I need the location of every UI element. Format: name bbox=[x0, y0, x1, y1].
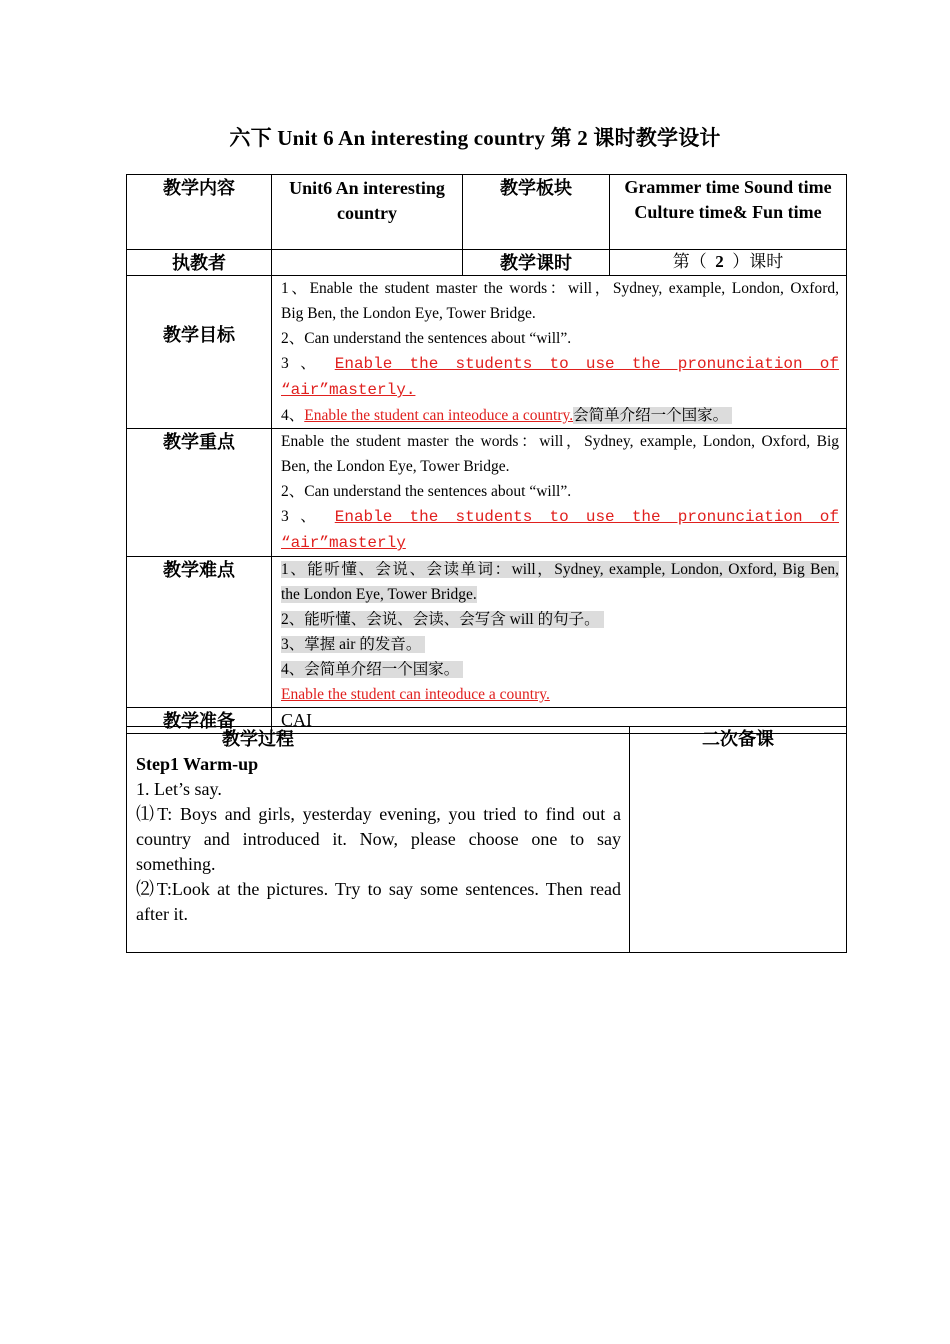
objective-4-number: 4、 bbox=[281, 407, 305, 424]
teacher-value bbox=[272, 250, 463, 276]
step-1-paragraph-1: ⑴T: Boys and girls, yesterday evening, you tried to find out a country and introduced it. Now, please choose one to say something. bbox=[136, 804, 621, 874]
content-label: 教学内容 bbox=[127, 175, 272, 250]
objectives-content bbox=[272, 276, 847, 429]
difficulties-label: 教学难点 bbox=[127, 557, 272, 708]
second-prep-header: 二次备课 bbox=[630, 727, 847, 953]
difficulty-2-highlight: 2、能听懂、会说、会读、会写含 will 的句子。 bbox=[281, 611, 600, 628]
key-point-3-number: 3 、 bbox=[281, 508, 324, 525]
objective-3-line-b bbox=[281, 377, 839, 403]
preparation-value: CAI bbox=[272, 708, 847, 734]
objective-1-line-b: Big Ben, the London Eye, Tower Bridge. bbox=[281, 305, 536, 322]
objectives-label: 教学目标 bbox=[127, 276, 272, 429]
difficulty-1-highlight-b: the London Eye, Tower Bridge. bbox=[281, 586, 477, 603]
key-point-3-line-b bbox=[281, 530, 839, 556]
module-value: Grammer time Sound time Culture time& Fun time bbox=[610, 175, 847, 250]
lesson-info-table bbox=[126, 174, 847, 734]
process-row bbox=[127, 727, 847, 953]
difficulty-3 bbox=[281, 632, 839, 657]
document-title: 六下 Unit 6 An interesting country 第 2 课时教学设计 bbox=[229, 126, 721, 150]
process-header: 教学过程 bbox=[222, 729, 294, 749]
period-suffix: ）课时 bbox=[732, 252, 784, 271]
objective-3-red-text: Enable the students to use the pronunciation of bbox=[334, 355, 839, 373]
key-point-1-line-a: Enable the student master the words：will，Sydney, example, London, Oxford, Big bbox=[281, 433, 839, 450]
step-1-paragraph-2: ⑵T:Look at the pictures. Try to say some sentences. Then read after it. bbox=[136, 879, 621, 924]
difficulty-1-line-b bbox=[281, 582, 839, 607]
difficulty-1-line-a bbox=[281, 557, 839, 582]
difficulties-content bbox=[272, 557, 847, 708]
process-table bbox=[126, 726, 847, 953]
key-points-content bbox=[272, 429, 847, 557]
period-value bbox=[610, 250, 847, 276]
key-point-3-red-text-cont: “air”masterly bbox=[281, 534, 406, 552]
objective-3-red-text-cont: “air”masterly. bbox=[281, 381, 416, 399]
difficulty-4 bbox=[281, 657, 839, 682]
module-label: 教学板块 bbox=[463, 175, 610, 250]
difficulty-5 bbox=[281, 682, 839, 707]
objective-4-highlight: 会简单介绍一个国家。 bbox=[573, 407, 729, 424]
process-content bbox=[127, 727, 630, 953]
objective-3-line-a bbox=[281, 351, 839, 377]
key-points-row bbox=[127, 429, 847, 557]
key-point-1-line-b: Ben, the London Eye, Tower Bridge. bbox=[281, 458, 510, 475]
difficulty-1-highlight-a: 1、能听懂、会说、会读单词：will，Sydney, example, London, Oxford, Big Ben, bbox=[281, 561, 839, 578]
period-prefix: 第（ bbox=[672, 252, 707, 271]
objective-4 bbox=[281, 403, 839, 428]
key-points-label: 教学重点 bbox=[127, 429, 272, 557]
difficulty-4-highlight: 4、会简单介绍一个国家。 bbox=[281, 661, 460, 678]
difficulty-2 bbox=[281, 607, 839, 632]
difficulty-3-highlight: 3、掌握 air 的发音。 bbox=[281, 636, 422, 653]
difficulties-row bbox=[127, 557, 847, 708]
objective-3-number: 3 、 bbox=[281, 355, 324, 372]
content-row bbox=[127, 175, 847, 250]
teacher-label: 执教者 bbox=[127, 250, 272, 276]
content-value: Unit6 An interesting country bbox=[272, 175, 463, 250]
objectives-row bbox=[127, 276, 847, 429]
step-1-heading: Step1 Warm-up bbox=[136, 754, 259, 774]
key-point-3-line-a bbox=[281, 504, 839, 530]
objective-4-red-text: Enable the student can inteoduce a country. bbox=[304, 407, 574, 424]
key-point-3-red-text: Enable the students to use the pronunciation of bbox=[334, 508, 839, 526]
key-point-2: 2、Can understand the sentences about “will”. bbox=[281, 483, 572, 500]
step-1-item: 1. Let’s say. bbox=[136, 779, 222, 799]
difficulty-5-red-text: Enable the student can inteoduce a country. bbox=[281, 686, 550, 703]
period-number: 2 bbox=[715, 252, 724, 271]
teacher-row bbox=[127, 250, 847, 276]
period-label: 教学课时 bbox=[463, 250, 610, 276]
objective-1-line-a: 1、Enable the student master the words：will，Sydney, example, London, Oxford, bbox=[281, 280, 839, 297]
preparation-label: 教学准备 bbox=[127, 708, 272, 734]
objective-2: 2、Can understand the sentences about “will”. bbox=[281, 330, 572, 347]
